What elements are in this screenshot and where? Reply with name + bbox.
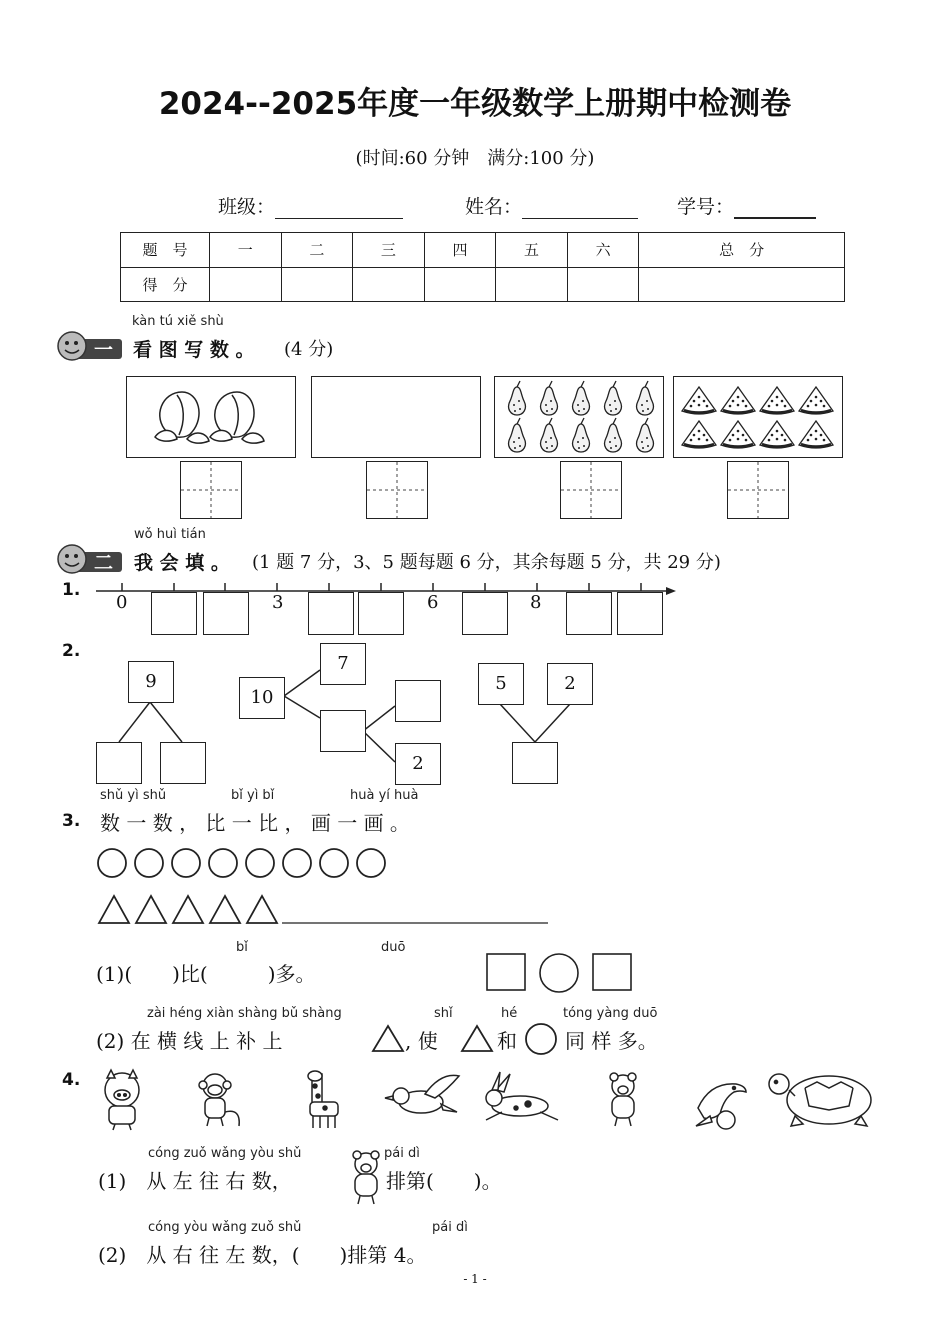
q4-sub2: (2) 从 右 往 左 数，( )排第 4。 [98,1243,427,1267]
picture-pears [494,376,664,458]
watermelon-icon [721,421,755,448]
answer-box[interactable] [358,592,404,635]
animal-row [95,1068,875,1132]
turtle-icon [769,1074,871,1126]
tick-label: 8 [530,592,542,613]
triangles-row [96,893,556,927]
question-number: 3. [62,811,81,831]
answer-grid[interactable] [727,461,789,519]
answer-box[interactable] [160,742,206,784]
answer-box[interactable] [566,592,612,635]
score-cell[interactable] [353,267,425,302]
id-label: 学号： [677,196,735,218]
q3-sub2-a: (2) 在 横 线 上 补 上 [96,1029,283,1053]
q3-sub2-pinyin: hé [501,1006,518,1021]
q4-sub1-pinyin: cóng zuǒ wǎng yòu shǔ [148,1146,302,1161]
tick-label: 0 [116,592,128,613]
section1-points: (4 分) [284,339,334,360]
pear-icon [509,381,526,415]
shape-options [485,952,635,994]
section2-number: 二 [94,552,114,574]
bear-icon [346,1148,386,1206]
score-header-cell: 五 [496,233,568,268]
q4-sub2-pinyin: cóng yòu wǎng zuǒ shǔ [148,1220,302,1235]
q3-sub1-pinyin: duō [381,940,406,955]
circle-icon [172,849,200,877]
answer-grid[interactable] [180,461,242,519]
section1-title: 看 图 写 数 。 [133,339,255,361]
q3-sub2-d: 同 样 多。 [565,1029,658,1053]
q3-sub1: (1)( )比( )多。 [96,962,316,986]
picture-watermelons [673,376,843,458]
answer-box[interactable] [308,592,354,635]
score-cell[interactable] [281,267,353,302]
circle-icon [98,849,126,877]
triangle-icon [247,896,277,923]
exam-subtitle: (时间:60 分钟 满分:100 分) [355,148,595,169]
id-field [677,192,816,219]
pear-icon [509,418,526,452]
rabbit-icon [486,1072,558,1120]
answer-box[interactable] [512,742,558,784]
watermelon-icon [682,387,716,414]
triangle-icon [173,896,203,923]
q3-pinyin: huà yí huà [350,788,419,803]
q3-sub2-pinyin: shǐ [434,1006,453,1021]
answer-grid[interactable] [366,461,428,519]
section1-number: 一 [94,339,114,361]
score-header-row [121,233,845,268]
giraffe-icon [308,1071,338,1128]
answer-box[interactable] [320,710,366,752]
q4-sub1: (1) 从 左 往 右 数， [98,1169,292,1193]
bond-box: 5 [478,663,524,705]
section2-title: 我 会 填 。 [134,552,230,574]
answer-box[interactable] [395,680,441,722]
triangle-icon [210,896,240,923]
circle-icon [524,1022,558,1056]
pear-icon [637,418,654,452]
class-label: 班级： [218,196,276,218]
q3-sub2-b: , 使 [405,1029,438,1053]
score-cell[interactable] [567,267,639,302]
answer-box[interactable] [617,592,663,635]
page-title: 2024--2025年度一年级数学上册期中检测卷 [158,86,792,122]
score-header-cell: 总 分 [639,233,845,268]
q3-pinyin: bǐ yì bǐ [231,788,275,803]
circle-icon [357,849,385,877]
watermelon-icon [682,421,716,448]
q4-sub1-pinyin: pái dì [384,1146,420,1161]
bond-box: 9 [128,661,174,703]
pear-icon [605,418,622,452]
q3-sub2-pinyin: zài héng xiàn shàng bǔ shàng [147,1006,342,1021]
watermelon-icon [760,387,794,414]
section2-pinyin: wǒ huì tián [134,527,206,542]
bird-icon [385,1075,459,1113]
peach-icon [155,392,209,443]
score-header-cell: 二 [281,233,353,268]
answer-box[interactable] [96,742,142,784]
score-table [120,232,845,302]
watermelon-icon [799,387,833,414]
score-header-cell: 六 [567,233,639,268]
answer-box[interactable] [203,592,249,635]
q3-sub2-pinyin: tóng yàng duō [563,1006,658,1021]
bond-box: 10 [239,677,285,719]
picture-peaches [126,376,296,458]
score-row-label: 得 分 [121,267,210,302]
monkey-icon [199,1074,239,1126]
section1-pinyin: kàn tú xiě shù [132,314,224,329]
question-number: 4. [62,1070,81,1090]
score-cell[interactable] [639,267,845,302]
watermelon-icon [760,421,794,448]
score-cell[interactable] [210,267,282,302]
dolphin-icon [696,1084,746,1129]
score-header-cell: 三 [353,233,425,268]
pear-icon [573,418,590,452]
id-blank[interactable] [734,197,816,219]
peach-icon [210,392,264,443]
circles-row [96,846,396,880]
page-number: - 1 - [463,1272,487,1286]
score-header-cell: 四 [424,233,496,268]
watermelon-icon [721,387,755,414]
picture-empty [311,376,481,458]
triangle-icon [136,896,166,923]
triangle-icon [371,1024,405,1054]
circle-icon [283,849,311,877]
name-label: 姓名： [465,196,523,218]
circle-icon [540,954,578,992]
circle-icon [135,849,163,877]
section2-points: (1 题 7 分，3、5 题每题 6 分，其余每题 5 分，共 29 分) [252,552,721,573]
score-header-cell: 一 [210,233,282,268]
circle-icon [320,849,348,877]
answer-grid[interactable] [560,461,622,519]
answer-box[interactable] [462,592,508,635]
bond-box: 7 [320,643,366,685]
pear-icon [541,418,558,452]
pear-icon [637,381,654,415]
square-icon [487,954,525,990]
pear-icon [605,381,622,415]
pear-icon [573,381,590,415]
answer-box[interactable] [151,592,197,635]
circle-icon [209,849,237,877]
q3-sub1-pinyin: bǐ [236,940,248,955]
score-cell[interactable] [496,267,568,302]
question-number: 2. [62,641,81,661]
square-icon [593,954,631,990]
class-blank[interactable] [275,198,403,219]
watermelon-icon [799,421,833,448]
score-value-row [121,267,845,302]
tick-label: 6 [427,592,439,613]
circle-icon [246,849,274,877]
pear-icon [541,381,558,415]
triangle-icon [460,1024,494,1054]
bear-icon [610,1073,636,1126]
q3-instruction: 数 一 数 ， 比 一 比 ， 画 一 画 。 [100,811,410,835]
q3-sub2-c: 和 [497,1029,517,1053]
bond-box: 2 [547,663,593,705]
pig-icon [105,1070,139,1130]
triangle-icon [99,896,129,923]
score-cell[interactable] [424,267,496,302]
q4-sub1-end: 排第( )。 [386,1169,502,1193]
name-field [465,192,638,219]
q4-sub2-pinyin: pái dì [432,1220,468,1235]
score-header-cell: 题 号 [121,233,210,268]
question-number: 1. [62,580,81,600]
class-field [218,192,403,219]
name-blank[interactable] [522,198,638,219]
q3-pinyin: shǔ yì shǔ [100,788,167,803]
tick-label: 3 [272,592,284,613]
bond-box: 2 [395,743,441,785]
